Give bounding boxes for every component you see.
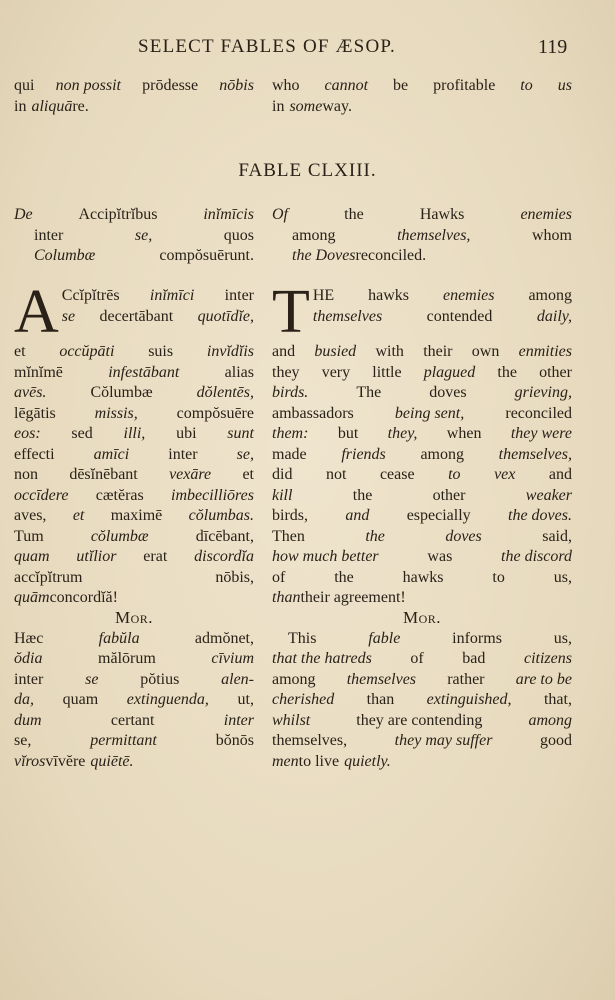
word: grieving,	[514, 384, 572, 401]
word: Hæc	[14, 629, 44, 647]
word: themselves,	[498, 445, 572, 463]
text-line	[313, 286, 572, 307]
word: se,	[14, 732, 32, 749]
page-header	[0, 36, 615, 64]
word: maximē	[110, 507, 163, 524]
word: mălōrum	[98, 650, 156, 667]
word: the	[365, 527, 385, 545]
text-line	[14, 486, 254, 507]
word: other	[539, 363, 572, 381]
word: in	[272, 97, 285, 115]
text-line	[14, 629, 254, 650]
word: rather	[447, 670, 485, 688]
word: the discord	[501, 548, 572, 565]
word: cŏlumbæ	[90, 527, 149, 545]
word: being sent,	[394, 404, 465, 422]
word: accĭpĭtrum	[14, 568, 83, 586]
drop-cap: A	[14, 278, 59, 346]
word: inĭmīci	[149, 287, 195, 304]
word: than	[272, 589, 301, 606]
word: ŏdia	[14, 650, 43, 667]
word: own	[471, 343, 500, 360]
word: good	[540, 732, 572, 749]
word: they may suffer	[394, 732, 493, 749]
word: hawks	[402, 568, 444, 586]
text-line	[14, 752, 254, 773]
word: informs	[452, 629, 502, 647]
word: inter	[14, 670, 44, 688]
word: cannot	[324, 77, 369, 94]
word: vīvĕre	[45, 752, 86, 770]
word: enemies	[520, 206, 572, 223]
word: said,	[542, 527, 572, 545]
text-line	[272, 670, 572, 691]
word: permittant	[90, 732, 157, 749]
word: quam	[62, 691, 99, 708]
text-line	[272, 383, 572, 404]
text-line	[272, 465, 572, 486]
word: among	[272, 670, 316, 688]
text-line	[14, 383, 254, 404]
word: they are contending	[356, 711, 483, 729]
word: aliquā	[31, 97, 73, 115]
word: sed	[71, 425, 93, 442]
word: Ccĭpĭtrēs	[61, 287, 120, 304]
word: quos	[223, 226, 254, 244]
word: inĭmīcis	[203, 206, 254, 223]
word: they were	[510, 425, 572, 442]
carryover-english	[272, 76, 572, 117]
word: themselves	[312, 307, 383, 325]
text-line	[272, 711, 572, 732]
text-line	[14, 731, 254, 752]
word: da,	[14, 691, 34, 708]
word: dīcēbant,	[195, 527, 254, 545]
text-line	[14, 527, 254, 548]
word: of	[272, 568, 286, 586]
word: se,	[236, 445, 254, 463]
word: inter	[34, 226, 64, 244]
word: whilst	[272, 711, 311, 729]
running-head: SELECT FABLES OF ÆSOP.	[138, 36, 396, 57]
word: us	[557, 77, 572, 94]
word: vexāre	[169, 466, 212, 483]
word: dēsĭnēbant	[69, 466, 138, 483]
word: fable	[368, 629, 401, 647]
word: the	[497, 363, 517, 381]
word: way.	[322, 97, 352, 115]
word: profitable	[433, 77, 496, 94]
word: and	[548, 466, 572, 483]
text-line	[272, 342, 572, 363]
word: doves	[445, 527, 482, 545]
word: Columbæ	[34, 247, 96, 264]
word: themselves	[346, 670, 417, 688]
word: hawks	[368, 287, 410, 304]
word: alias	[224, 363, 254, 381]
word: bad	[462, 650, 486, 667]
word: illi,	[123, 425, 146, 442]
text-line	[272, 97, 572, 118]
word: kill	[272, 486, 293, 504]
word: concordĭă!	[49, 589, 118, 606]
word: when	[446, 425, 482, 442]
word: sunt	[227, 425, 254, 442]
word: eos:	[14, 425, 41, 442]
text-line	[14, 205, 254, 226]
text-line	[272, 363, 572, 384]
word: Then	[272, 527, 305, 545]
text-line	[272, 527, 572, 548]
text-line	[272, 752, 572, 773]
text-line	[14, 445, 254, 466]
word: themselves,	[272, 732, 348, 749]
text-line	[62, 286, 254, 307]
text-line	[14, 547, 254, 568]
word: ubi	[176, 425, 197, 442]
word: their agreement!	[300, 589, 406, 606]
word: made	[272, 445, 307, 463]
word: how much better	[272, 548, 379, 565]
text-line	[272, 205, 572, 226]
word: quām	[14, 589, 50, 606]
text-line	[272, 506, 572, 527]
english-body	[272, 278, 572, 609]
word: among	[528, 711, 572, 729]
word: non possit	[55, 77, 121, 94]
text-line	[272, 76, 572, 97]
word: among	[420, 445, 464, 463]
word: them:	[272, 425, 309, 442]
word: they,	[387, 425, 418, 442]
word: the	[352, 486, 373, 504]
word: inter	[224, 287, 254, 304]
word: cætĕras	[95, 486, 144, 504]
text-line	[14, 690, 254, 711]
word: non	[14, 466, 38, 483]
text-line	[14, 97, 254, 118]
word: bŏnōs	[215, 732, 254, 749]
word: to	[492, 568, 505, 586]
word: invĭdĭis	[206, 343, 254, 360]
text-line	[272, 588, 572, 609]
word: was	[427, 548, 453, 565]
word: but	[337, 425, 359, 442]
carryover-latin	[14, 76, 254, 117]
word: citizens	[523, 650, 572, 667]
word: plagued	[423, 363, 476, 381]
word: who	[272, 77, 300, 94]
fable-title: FABLE CLXIII.	[238, 160, 377, 181]
text-line	[272, 226, 572, 247]
word: and	[272, 343, 296, 360]
word: This	[288, 629, 317, 647]
text-line	[14, 465, 254, 486]
word: the Doves	[292, 247, 356, 264]
word: Accipĭtrĭbus	[78, 206, 158, 223]
text-line	[272, 731, 572, 752]
word: the doves.	[508, 507, 572, 524]
word: reconciled	[505, 404, 572, 422]
word: us,	[553, 629, 572, 647]
word: et	[14, 343, 26, 360]
word: admŏnet,	[194, 629, 254, 647]
word: to	[448, 466, 461, 483]
word: very	[321, 363, 351, 381]
text-line	[14, 246, 254, 267]
word: are to be	[515, 670, 572, 688]
word: lēgātis	[14, 404, 56, 422]
word: dum	[14, 711, 42, 729]
word: friends	[341, 445, 386, 463]
word: among	[292, 226, 336, 244]
title-latin	[14, 205, 254, 267]
word: the	[344, 206, 364, 223]
word: et	[242, 466, 254, 483]
text-line	[62, 307, 254, 328]
text-line	[14, 506, 254, 527]
word: little	[372, 363, 402, 381]
text-line	[313, 307, 572, 328]
word: infestābant	[108, 363, 180, 381]
word: that the hatreds	[272, 650, 372, 667]
word: imbecilliōres	[171, 486, 254, 504]
text-line	[272, 690, 572, 711]
word: vex	[494, 466, 516, 483]
word: amīci	[93, 445, 130, 463]
word: busied	[314, 343, 357, 360]
word: that,	[543, 691, 572, 708]
word: ambassadors	[272, 404, 354, 422]
text-line	[14, 568, 254, 589]
word: occŭpāti	[59, 343, 115, 360]
text-line	[14, 76, 254, 97]
text-line	[272, 629, 572, 650]
moral-latin	[14, 608, 254, 772]
word: cherished	[272, 691, 335, 708]
word: utĭlior	[76, 548, 117, 565]
word: De	[14, 206, 33, 223]
word: to	[520, 77, 533, 94]
word: contended	[426, 307, 493, 325]
word: with	[375, 343, 404, 360]
word: Of	[272, 206, 288, 223]
text-line	[14, 424, 254, 445]
word: cease	[379, 466, 415, 483]
text-line	[272, 445, 572, 466]
word: birds.	[272, 384, 309, 401]
word: their	[423, 343, 453, 360]
word: other	[432, 486, 466, 504]
word: effecti	[14, 445, 55, 463]
word: of	[410, 650, 424, 667]
title-english	[272, 205, 572, 267]
word: weaker	[525, 486, 572, 504]
word: inter	[223, 711, 254, 729]
word: quam	[14, 548, 50, 565]
word: extinguenda,	[126, 691, 209, 708]
word: se	[85, 670, 99, 688]
word: be	[393, 77, 409, 94]
word: Hawks	[419, 206, 465, 223]
word: qui	[14, 77, 35, 94]
word: Cŏlumbæ	[90, 384, 153, 401]
word: enemies	[442, 287, 495, 304]
word: the	[334, 568, 354, 586]
text-line	[272, 568, 572, 589]
word: ut,	[237, 691, 254, 708]
word: daily,	[536, 307, 572, 325]
word: re.	[72, 97, 89, 115]
word: nōbis	[219, 77, 254, 94]
word: suis	[148, 343, 174, 360]
word: quotīdĭe,	[197, 307, 254, 325]
word: The	[356, 384, 382, 401]
word: and	[345, 507, 370, 524]
word: compŏsuērunt.	[159, 247, 254, 264]
word: alen-	[221, 670, 254, 688]
word: pŏtius	[140, 670, 180, 688]
word: et	[72, 507, 85, 524]
word: se,	[134, 226, 153, 244]
text-line	[272, 424, 572, 445]
word: men	[272, 752, 299, 770]
text-line	[14, 670, 254, 691]
word: quietly.	[344, 752, 391, 770]
word: fabŭla	[98, 629, 140, 647]
text-line	[14, 404, 254, 425]
word: reconciled.	[355, 247, 427, 264]
word: enmities	[518, 343, 572, 360]
word: occīdere	[14, 486, 69, 504]
moral-english	[272, 608, 572, 772]
word: HE	[312, 287, 335, 304]
moral-heading: Mor.	[402, 608, 442, 627]
word: erat	[143, 548, 168, 565]
text-line	[272, 404, 572, 425]
word: aves,	[14, 507, 47, 524]
word: especially	[406, 507, 471, 524]
word: se	[61, 307, 76, 325]
word: dŏlentēs,	[196, 384, 254, 401]
word: avēs.	[14, 384, 47, 401]
text-line	[14, 363, 254, 384]
text-line	[14, 226, 254, 247]
moral-heading: Mor.	[114, 608, 154, 627]
word: in	[14, 97, 27, 115]
word: vĭros	[14, 752, 46, 770]
text-line	[14, 711, 254, 732]
word: to live	[298, 752, 340, 770]
word: cīvium	[211, 650, 254, 667]
word: extinguished,	[426, 691, 512, 708]
word: themselves,	[397, 226, 471, 244]
word: decertābant	[99, 307, 174, 325]
word: prōdesse	[142, 77, 199, 94]
word: doves	[429, 384, 467, 401]
word: whom	[531, 226, 572, 244]
text-line	[272, 246, 572, 267]
text-line	[272, 649, 572, 670]
page-number: 119	[538, 36, 568, 58]
word: Tum	[14, 527, 44, 545]
word: birds,	[272, 507, 308, 524]
word: among	[528, 287, 572, 304]
word: missis,	[94, 404, 138, 422]
word: some	[289, 97, 323, 115]
word: us,	[553, 568, 572, 586]
word: nōbis,	[215, 568, 254, 586]
word: mĭnĭmē	[14, 363, 63, 381]
drop-cap: T	[272, 278, 310, 346]
word: compŏsuēre	[176, 404, 254, 422]
text-line	[14, 649, 254, 670]
text-line	[14, 588, 254, 609]
text-line	[272, 547, 572, 568]
word: inter	[168, 445, 198, 463]
word: not	[325, 466, 347, 483]
text-line	[272, 486, 572, 507]
word: certant	[110, 711, 155, 729]
word: did	[272, 466, 293, 483]
word: they	[272, 363, 300, 381]
word: quiētē.	[90, 752, 134, 770]
word: discordĭa	[194, 548, 254, 565]
word: cŏlumbas.	[188, 507, 254, 524]
word: than	[366, 691, 395, 708]
latin-body	[14, 278, 254, 609]
